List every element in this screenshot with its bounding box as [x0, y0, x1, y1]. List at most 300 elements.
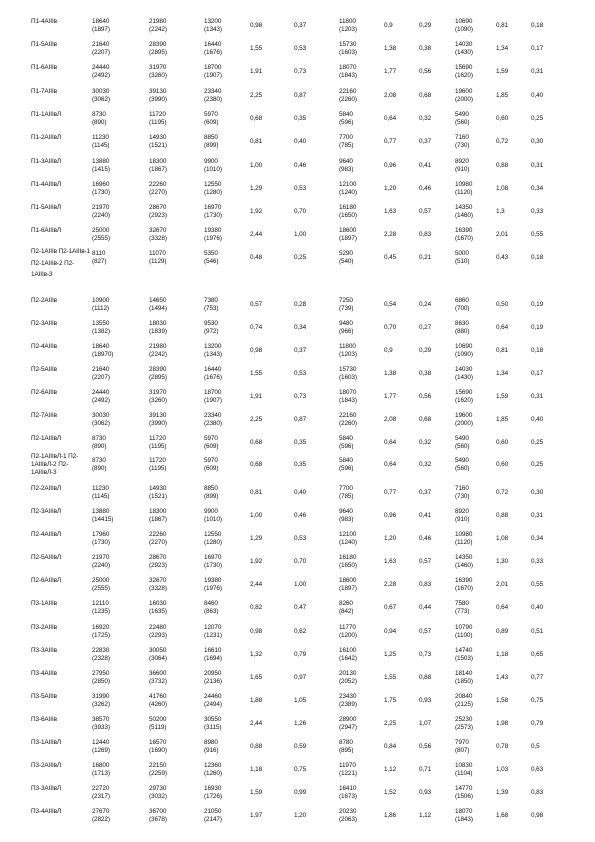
cell-c4	[250, 439, 262, 447]
cell-c1	[92, 457, 106, 473]
cell-c10	[496, 720, 508, 728]
cell-value: 22160	[339, 88, 357, 95]
row-label: П2-1АIIIвЛ-1 П2-1АIIIвЛ-2 П2-1АIIIвЛ-3	[31, 453, 79, 476]
cell-c4	[250, 628, 262, 636]
cell-value: 30550	[204, 716, 222, 723]
cell-c2	[149, 134, 167, 150]
cell-value: 20230	[339, 808, 357, 815]
cell-value: 1,52	[384, 789, 397, 796]
cell-c1	[92, 435, 106, 451]
cell-c8	[419, 558, 431, 566]
cell-c9	[455, 297, 469, 313]
cell-value: 0,98	[250, 628, 263, 635]
cell-subvalue: (1460)	[455, 562, 473, 569]
cell-subvalue: (596)	[339, 119, 354, 126]
cell-value: 1,68	[496, 812, 509, 819]
cell-value: 0,35	[294, 461, 307, 468]
cell-value: 21640	[92, 366, 110, 373]
cell-c9	[455, 531, 472, 547]
cell-c1	[92, 531, 110, 547]
cell-value: 1,29	[250, 185, 263, 192]
cell-subvalue: (3990)	[149, 96, 167, 103]
cell-subvalue: (1676)	[204, 49, 222, 56]
row-label: П1-5АIIIв	[31, 41, 57, 48]
cell-value: 1,43	[496, 674, 509, 681]
cell-subvalue: (540)	[339, 258, 354, 265]
cell-subvalue: (2147)	[204, 816, 222, 823]
cell-subvalue: (2259)	[149, 770, 167, 777]
cell-c3	[204, 18, 222, 34]
cell-c3	[204, 297, 218, 313]
cell-c8	[419, 697, 431, 705]
cell-value: 8730	[92, 111, 106, 118]
cell-subvalue: (2494)	[204, 701, 222, 708]
cell-c3	[204, 227, 222, 243]
cell-value: 0,24	[419, 301, 432, 308]
row-label: П1-4АIIIв	[31, 18, 57, 25]
cell-c2	[149, 227, 167, 243]
cell-value: 0,79	[294, 651, 307, 658]
cell-c9	[455, 670, 473, 686]
cell-subvalue: (2389)	[339, 701, 357, 708]
cell-subvalue: (609)	[204, 443, 219, 450]
cell-c7	[384, 674, 396, 682]
cell-value: 0,93	[419, 697, 432, 704]
cell-value: 12360	[204, 762, 222, 769]
cell-value: 8980	[204, 739, 218, 746]
cell-c11	[531, 535, 543, 543]
cell-c7	[384, 370, 396, 378]
cell-subvalue: (785)	[339, 142, 354, 149]
cell-value: 28670	[149, 554, 167, 561]
cell-value: 5290	[339, 250, 353, 257]
cell-c11	[531, 812, 543, 820]
cell-c9	[455, 808, 473, 824]
cell-value: 0,29	[419, 347, 432, 354]
cell-value: 0,25	[531, 115, 544, 122]
cell-value: 0,68	[250, 461, 263, 468]
cell-subvalue: (1240)	[339, 189, 357, 196]
cell-c6	[339, 647, 357, 663]
cell-value: 9900	[204, 508, 218, 515]
cell-subvalue: (2492)	[92, 72, 110, 79]
cell-c11	[531, 558, 543, 566]
cell-value: 0,31	[531, 162, 544, 169]
cell-value: 5970	[204, 111, 218, 118]
cell-subvalue: (1120)	[455, 189, 473, 196]
cell-subvalue: (1343)	[204, 26, 222, 33]
cell-subvalue: (1280)	[204, 189, 222, 196]
cell-value: 22160	[339, 412, 357, 419]
cell-value: 11230	[92, 485, 109, 492]
cell-value: 1,32	[250, 651, 263, 658]
cell-value: 0,81	[250, 138, 263, 145]
cell-subvalue: (1642)	[339, 655, 357, 662]
cell-c3	[204, 716, 221, 732]
cell-value: 0,94	[384, 628, 397, 635]
cell-subvalue: (596)	[339, 443, 354, 450]
cell-c5	[294, 766, 306, 774]
cell-value: 30050	[149, 647, 167, 654]
cell-value: 8260	[339, 600, 353, 607]
cell-c4	[250, 651, 262, 659]
cell-c9	[455, 158, 469, 174]
cell-subvalue: (2947)	[339, 724, 357, 731]
cell-value: 14350	[455, 554, 473, 561]
cell-value: 1,20	[384, 185, 397, 192]
cell-value: 24440	[92, 64, 110, 71]
cell-subvalue: (596)	[339, 465, 354, 472]
cell-c10	[496, 535, 508, 543]
cell-value: 12100	[339, 531, 357, 538]
cell-c9	[455, 693, 473, 709]
cell-subvalue: (1195)	[149, 119, 167, 126]
cell-c9	[455, 389, 473, 405]
cell-subvalue: (14415)	[92, 516, 114, 523]
cell-subvalue: (1521)	[149, 493, 167, 500]
cell-subvalue: (2573)	[455, 724, 473, 731]
cell-c11	[531, 45, 543, 53]
cell-value: 22720	[92, 785, 110, 792]
cell-value: 2,28	[384, 231, 397, 238]
cell-value: 31970	[149, 389, 167, 396]
cell-c7	[384, 439, 396, 447]
cell-value: 1,18	[250, 766, 263, 773]
cell-subvalue: (1231)	[204, 632, 222, 639]
cell-value: 1,18	[496, 651, 509, 658]
cell-value: 0,64	[496, 604, 509, 611]
cell-value: 6860	[455, 297, 469, 304]
cell-c10	[496, 138, 508, 146]
cell-c8	[419, 489, 431, 497]
cell-value: 0,46	[419, 535, 432, 542]
cell-value: 1,92	[250, 208, 263, 215]
cell-value: 8730	[92, 457, 106, 464]
cell-c8	[419, 766, 431, 774]
cell-c4	[250, 461, 262, 469]
cell-value: 39130	[149, 88, 167, 95]
cell-c10	[496, 512, 508, 520]
cell-value: 0,32	[419, 439, 432, 446]
cell-value: 0,81	[496, 347, 509, 354]
cell-c2	[149, 457, 166, 473]
cell-subvalue: (1850)	[455, 678, 473, 685]
cell-subvalue: (1867)	[149, 516, 167, 523]
cell-value: 1,12	[419, 812, 432, 819]
cell-value: 5490	[455, 457, 469, 464]
cell-value: 0,54	[384, 301, 397, 308]
cell-c5	[294, 461, 306, 469]
cell-c11	[531, 208, 543, 216]
cell-subvalue: (1506)	[455, 793, 473, 800]
cell-c3	[204, 134, 218, 150]
cell-value: 1,63	[384, 208, 397, 215]
cell-subvalue: (1843)	[339, 72, 357, 79]
cell-value: 0,57	[250, 301, 263, 308]
cell-subvalue: (916)	[204, 747, 219, 754]
cell-value: 21970	[92, 204, 110, 211]
cell-value: 19600	[455, 88, 473, 95]
cell-c4	[250, 489, 262, 497]
cell-c6	[339, 366, 357, 382]
cell-c7	[384, 558, 396, 566]
cell-c3	[204, 88, 222, 104]
cell-value: 0,41	[419, 512, 432, 519]
cell-c9	[455, 227, 473, 243]
cell-c4	[250, 370, 262, 378]
cell-value: 0,37	[419, 138, 432, 145]
cell-value: 1,59	[250, 789, 263, 796]
cell-value: 0,43	[496, 254, 509, 261]
cell-c9	[455, 785, 473, 801]
cell-c6	[339, 158, 353, 174]
cell-subvalue: (3678)	[149, 816, 167, 823]
cell-value: 1,91	[250, 393, 263, 400]
cell-c9	[455, 457, 469, 473]
cell-subvalue: (2895)	[149, 49, 167, 56]
cell-c6	[339, 670, 357, 686]
cell-c10	[496, 416, 508, 424]
cell-value: 16030	[149, 600, 167, 607]
cell-value: 13880	[92, 158, 110, 165]
cell-c6	[339, 435, 353, 451]
cell-value: 0,64	[384, 115, 397, 122]
cell-value: 2,25	[250, 416, 263, 423]
cell-c3	[204, 508, 222, 524]
cell-c2	[149, 88, 167, 104]
cell-value: 0,59	[294, 743, 307, 750]
cell-c1	[92, 716, 110, 732]
cell-subvalue: (1235)	[92, 608, 110, 615]
cell-value: 10830	[455, 762, 473, 769]
cell-c9	[455, 320, 469, 336]
cell-c9	[455, 250, 469, 266]
cell-c6	[339, 716, 357, 732]
cell-value: 0,89	[496, 628, 509, 635]
row-label: П2-6АIIIв	[31, 389, 57, 396]
cell-subvalue: (1269)	[92, 747, 110, 754]
cell-c1	[92, 343, 113, 359]
cell-c9	[455, 647, 473, 663]
cell-value: 2,28	[384, 581, 397, 588]
cell-c4	[250, 743, 262, 751]
cell-c7	[384, 138, 396, 146]
cell-value: 1,97	[250, 812, 263, 819]
cell-value: 27950	[92, 670, 110, 677]
cell-value: 0,81	[250, 489, 263, 496]
cell-c5	[294, 628, 306, 636]
cell-subvalue: (899)	[204, 493, 219, 500]
cell-value: 10980	[455, 531, 473, 538]
cell-value: 10900	[92, 297, 110, 304]
cell-c4	[250, 162, 262, 170]
cell-c6	[339, 531, 357, 547]
cell-subvalue: (1521)	[149, 142, 167, 149]
cell-value: 36600	[149, 670, 167, 677]
cell-c10	[496, 766, 508, 774]
cell-c11	[531, 347, 543, 355]
cell-value: 30030	[92, 88, 110, 95]
cell-value: 8920	[455, 158, 469, 165]
cell-c8	[419, 512, 431, 520]
row-label: П2-2АIIIвЛ	[31, 485, 62, 492]
cell-c4	[250, 138, 262, 146]
cell-subvalue: (1670)	[455, 585, 473, 592]
cell-value: 1,00	[250, 162, 263, 169]
cell-c4	[250, 674, 262, 682]
cell-value: 16610	[204, 647, 222, 654]
cell-subvalue: (3732)	[149, 678, 167, 685]
cell-value: 12550	[204, 181, 222, 188]
cell-value: 16440	[204, 366, 222, 373]
cell-value: 0,81	[496, 22, 509, 29]
row-label: П2-3АIIIвЛ	[31, 508, 62, 515]
cell-value: 14930	[149, 134, 167, 141]
cell-subvalue: (1676)	[204, 374, 222, 381]
cell-c10	[496, 370, 508, 378]
cell-value: 0,73	[419, 651, 432, 658]
cell-value: 1,29	[250, 535, 263, 542]
cell-value: 0,96	[384, 162, 397, 169]
cell-c3	[204, 624, 222, 640]
cell-c7	[384, 324, 396, 332]
cell-value: 19380	[204, 227, 222, 234]
cell-value: 0,31	[531, 393, 544, 400]
cell-c11	[531, 789, 543, 797]
cell-subvalue: (3260)	[149, 397, 167, 404]
row-label: П3-4АIIIв	[31, 670, 57, 677]
cell-c7	[384, 743, 396, 751]
cell-subvalue: (1415)	[92, 166, 110, 173]
cell-value: 18600	[339, 577, 357, 584]
cell-value: 0,70	[294, 558, 307, 565]
cell-value: 0,5	[531, 743, 540, 750]
cell-c8	[419, 92, 431, 100]
row-label: П1-3АIIIвЛ	[31, 158, 62, 165]
cell-value: 22480	[149, 624, 167, 631]
row-label: П2-5АIIIв	[31, 366, 57, 373]
cell-value: 11970	[339, 762, 356, 769]
cell-c1	[92, 693, 110, 709]
cell-c5	[294, 558, 306, 566]
cell-value: 30030	[92, 412, 110, 419]
cell-c10	[496, 697, 508, 705]
cell-c7	[384, 766, 396, 774]
cell-value: 14350	[455, 204, 473, 211]
cell-subvalue: (1090)	[455, 351, 473, 358]
row-label: П3-1АIIIв	[31, 600, 57, 607]
cell-c9	[455, 435, 469, 451]
cell-value: 0,83	[531, 789, 544, 796]
cell-subvalue: (1673)	[339, 793, 357, 800]
cell-value: 13550	[92, 320, 110, 327]
cell-c5	[294, 393, 306, 401]
cell-subvalue: (1112)	[92, 305, 109, 312]
cell-c1	[92, 64, 110, 80]
cell-c1	[92, 366, 110, 382]
cell-c6	[339, 227, 357, 243]
row-label: П2-3АIIIв	[31, 320, 57, 327]
cell-value: 0,75	[531, 697, 544, 704]
cell-c2	[149, 808, 167, 824]
cell-c1	[92, 739, 110, 755]
cell-value: 22150	[149, 762, 167, 769]
cell-c6	[339, 577, 357, 593]
cell-c1	[92, 508, 113, 524]
cell-value: 0,25	[294, 254, 307, 261]
cell-c4	[250, 115, 262, 123]
cell-value: 39130	[149, 412, 167, 419]
cell-c4	[250, 22, 262, 30]
cell-subvalue: (3262)	[92, 701, 110, 708]
cell-value: 8920	[455, 508, 469, 515]
cell-value: 5350	[204, 250, 218, 257]
cell-value: 18640	[92, 343, 110, 350]
cell-value: 8730	[92, 435, 106, 442]
cell-subvalue: (3115)	[204, 724, 222, 731]
cell-c9	[455, 739, 469, 755]
cell-value: 12070	[204, 624, 222, 631]
cell-value: 0,53	[294, 535, 307, 542]
cell-c2	[149, 670, 167, 686]
cell-value: 38570	[92, 716, 110, 723]
cell-value: 0,19	[531, 301, 544, 308]
cell-value: 24460	[204, 693, 222, 700]
cell-subvalue: (2923)	[149, 562, 167, 569]
cell-value: 0,34	[531, 535, 544, 542]
cell-c2	[149, 18, 167, 34]
cell-subvalue: (1839)	[149, 328, 167, 335]
cell-value: 0,37	[294, 22, 307, 29]
cell-c3	[204, 366, 222, 382]
cell-c9	[455, 18, 473, 34]
cell-subvalue: (880)	[455, 328, 470, 335]
cell-subvalue: (2895)	[149, 374, 167, 381]
cell-c3	[204, 485, 218, 501]
cell-value: 11720	[149, 457, 166, 464]
cell-value: 0,56	[419, 68, 432, 75]
cell-c9	[455, 600, 469, 616]
cell-c10	[496, 347, 508, 355]
cell-c8	[419, 347, 431, 355]
cell-c7	[384, 347, 393, 355]
cell-c2	[149, 435, 166, 451]
cell-subvalue: (5119)	[149, 724, 167, 731]
cell-c8	[419, 231, 431, 239]
cell-value: 14030	[455, 366, 473, 373]
cell-c9	[455, 343, 473, 359]
cell-c10	[496, 115, 508, 123]
cell-c5	[294, 416, 306, 424]
cell-value: 0,17	[531, 45, 544, 52]
cell-c7	[384, 789, 396, 797]
row-label: П2-1АIIIвЛ	[31, 435, 62, 442]
cell-value: 7700	[339, 485, 353, 492]
cell-subvalue: (1725)	[92, 632, 110, 639]
cell-value: 1,55	[250, 45, 263, 52]
cell-c11	[531, 185, 543, 193]
cell-value: 23340	[204, 88, 222, 95]
cell-c2	[149, 624, 167, 640]
cell-value: 0,19	[531, 324, 544, 331]
cell-subvalue: (899)	[204, 142, 219, 149]
cell-subvalue: (910)	[455, 516, 470, 523]
cell-value: 1,00	[294, 581, 307, 588]
cell-subvalue: (1200)	[339, 632, 357, 639]
cell-c5	[294, 68, 306, 76]
cell-value: 0,71	[419, 766, 432, 773]
cell-value: 1,08	[496, 185, 509, 192]
